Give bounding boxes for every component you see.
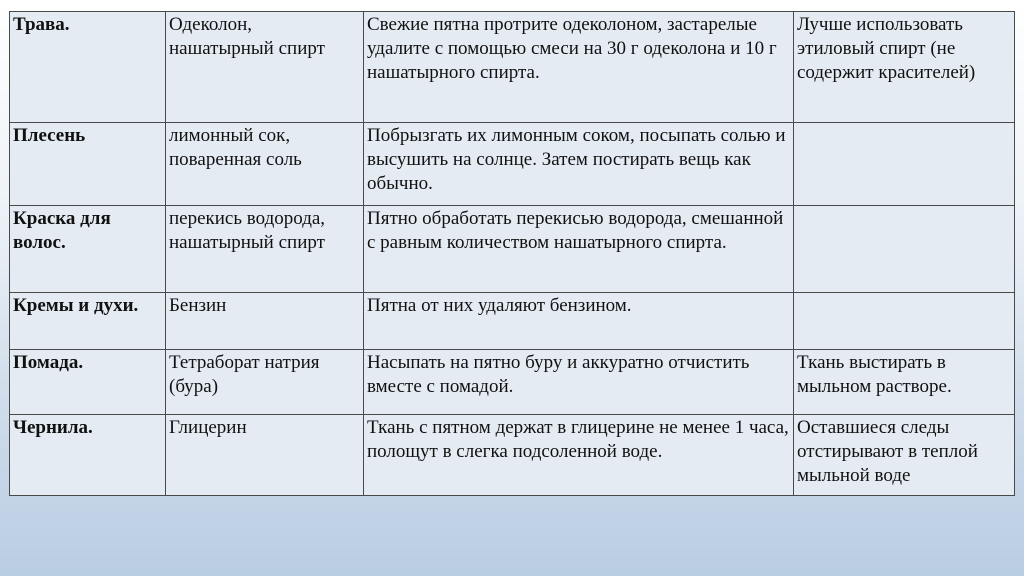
table-row — [10, 123, 1015, 206]
method-cell: Пятна от них удаляют бензином. — [364, 293, 794, 350]
note-cell: Оставшиеся следы отстирывают в теплой мыльной воде — [794, 415, 1015, 496]
table-row — [10, 415, 1015, 496]
method-cell: Насыпать на пятно буру и аккуратно отчистить вместе с помадой. — [364, 350, 794, 415]
method-cell: Свежие пятна протрите одеколоном, застарелые удалите с помощью смеси на 30 г одеколона и 10 г нашатырного спирта. — [364, 12, 794, 123]
table-row — [10, 350, 1015, 415]
note-cell — [794, 123, 1015, 206]
remedy-cell: лимонный сок, поваренная соль — [166, 123, 364, 206]
note-cell — [794, 206, 1015, 293]
stain-cell: Плесень — [10, 123, 166, 206]
method-cell: Пятно обработать перекисью водорода, смешанной с равным количеством нашатырного спирта. — [364, 206, 794, 293]
stain-cell: Краска для волос. — [10, 206, 166, 293]
method-cell: Побрызгать их лимонным соком, посыпать солью и высушить на солнце. Затем постирать вещь как обычно. — [364, 123, 794, 206]
remedy-cell: Одеколон, нашатырный спирт — [166, 12, 364, 123]
remedy-cell: перекись водорода, нашатырный спирт — [166, 206, 364, 293]
method-cell: Ткань с пятном держат в глицерине не менее 1 часа, полощут в слегка подсоленной воде. — [364, 415, 794, 496]
remedy-cell: Тетраборат натрия (бура) — [166, 350, 364, 415]
remedy-cell: Глицерин — [166, 415, 364, 496]
remedy-cell: Бензин — [166, 293, 364, 350]
table-row — [10, 293, 1015, 350]
note-cell: Ткань выстирать в мыльном растворе. — [794, 350, 1015, 415]
note-cell — [794, 293, 1015, 350]
note-cell: Лучше использовать этиловый спирт (не содержит красителей) — [794, 12, 1015, 123]
stain-cell: Чернила. — [10, 415, 166, 496]
stain-removal-table — [9, 11, 1015, 496]
table-row — [10, 12, 1015, 123]
table-row — [10, 206, 1015, 293]
stain-cell: Помада. — [10, 350, 166, 415]
stain-cell: Трава. — [10, 12, 166, 123]
stain-cell: Кремы и духи. — [10, 293, 166, 350]
